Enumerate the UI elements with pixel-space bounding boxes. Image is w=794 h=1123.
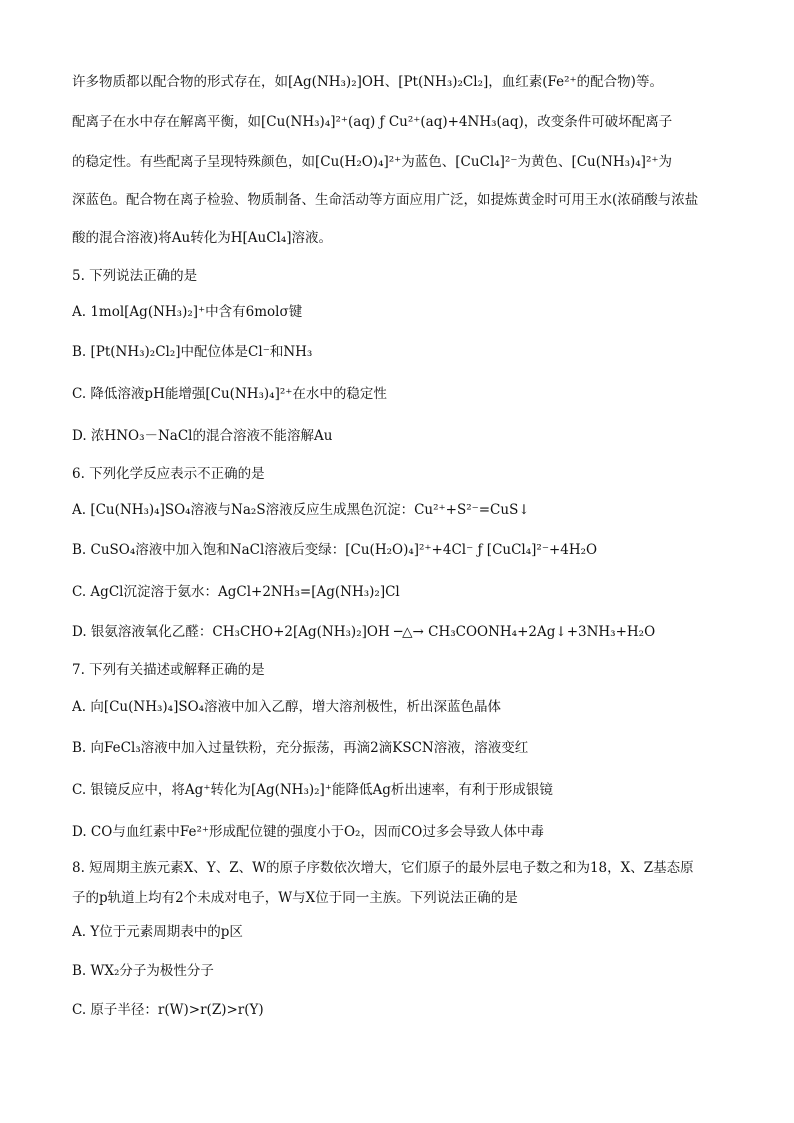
- question-7-option-d: D. CO与血红素中Fe²⁺形成配位键的强度小于O₂，因而CO过多会导致人体中毒: [72, 824, 544, 840]
- question-6-option-c: C. AgCl沉淀溶于氨水：AgCl+2NH₃=[Ag(NH₃)₂]Cl: [72, 584, 400, 600]
- intro-line-5: 酸的混合溶液)将Au转化为H[AuCl₄]溶液。: [72, 230, 333, 246]
- question-7-option-b: B. 向FeCl₃溶液中加入过量铁粉，充分振荡，再滴2滴KSCN溶液，溶液变红: [72, 740, 529, 756]
- intro-line-2: 配离子在水中存在解离平衡，如[Cu(NH₃)₄]²⁺(aq) ƒ Cu²⁺(aq)+4NH₃(aq)，改变条件可破坏配离子: [72, 114, 673, 130]
- question-8-option-c: C. 原子半径：r(W)>r(Z)>r(Y): [72, 1002, 264, 1018]
- question-6-stem: 6. 下列化学反应表示不正确的是: [72, 466, 265, 482]
- question-5-option-a: A. 1mol[Ag(NH₃)₂]⁺中含有6molσ键: [72, 304, 303, 320]
- intro-line-4: 深蓝色。配合物在离子检验、物质制备、生命活动等方面应用广泛，如提炼黄金时可用王水(浓硝酸与浓盐: [72, 192, 699, 208]
- question-7-option-a: A. 向[Cu(NH₃)₄]SO₄溶液中加入乙醇，增大溶剂极性，析出深蓝色晶体: [72, 699, 502, 715]
- question-7-stem: 7. 下列有关描述或解释正确的是: [72, 662, 265, 678]
- question-5-option-b: B. [Pt(NH₃)₂Cl₂]中配位体是Cl⁻和NH₃: [72, 344, 313, 360]
- question-8-stem-line-1: 8. 短周期主族元素X、Y、Z、W的原子序数依次增大，它们原子的最外层电子数之和为18，X、Z基态原: [72, 860, 694, 876]
- question-7-option-c: C. 银镜反应中，将Ag⁺转化为[Ag(NH₃)₂]⁺能降低Ag析出速率，有利于形成银镜: [72, 782, 553, 798]
- question-6-option-a: A. [Cu(NH₃)₄]SO₄溶液与Na₂S溶液反应生成黑色沉淀：Cu²⁺+S²⁻=CuS↓: [72, 502, 530, 518]
- intro-line-3: 的稳定性。有些配离子呈现特殊颜色，如[Cu(H₂O)₄]²⁺为蓝色、[CuCl₄]²⁻为黄色、[Cu(NH₃)₄]²⁺为: [72, 154, 672, 170]
- question-5-option-d: D. 浓HNO₃－NaCl的混合溶液不能溶解Au: [72, 428, 333, 444]
- question-6-option-b: B. CuSO₄溶液中加入饱和NaCl溶液后变绿：[Cu(H₂O)₄]²⁺+4Cl⁻ ƒ [CuCl₄]²⁻+4H₂O: [72, 542, 598, 558]
- question-8-stem-line-2: 子的p轨道上均有2个未成对电子，W与X位于同一主族。下列说法正确的是: [72, 890, 518, 906]
- intro-line-1: 许多物质都以配合物的形式存在，如[Ag(NH₃)₂]OH、[Pt(NH₃)₂Cl₂]，血红素(Fe²⁺的配合物)等。: [72, 74, 663, 90]
- question-5-option-c: C. 降低溶液pH能增强[Cu(NH₃)₄]²⁺在水中的稳定性: [72, 386, 387, 402]
- question-5-stem: 5. 下列说法正确的是: [72, 268, 198, 284]
- question-6-option-d: D. 银氨溶液氧化乙醛：CH₃CHO+2[Ag(NH₃)₂]OH ─△→ CH₃COONH₄+2Ag↓+3NH₃+H₂O: [72, 624, 656, 640]
- question-8-option-a: A. Y位于元素周期表中的p区: [72, 924, 243, 940]
- question-8-option-b: B. WX₂分子为极性分子: [72, 963, 214, 979]
